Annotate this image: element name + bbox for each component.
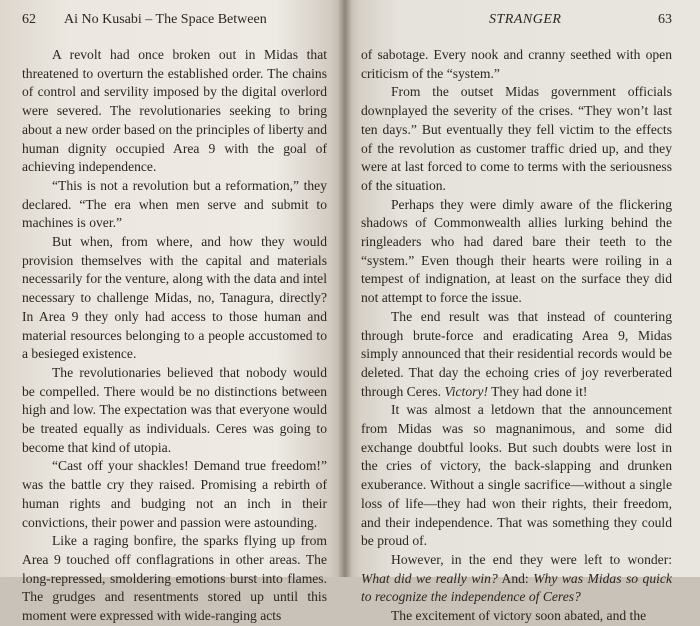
- book-gutter: [338, 0, 352, 577]
- italic-text: What did we really win?: [361, 570, 498, 586]
- paragraph: It was almost a letdown that the announcement from Midas was so magnanimous, and some did exchange doubtful looks. But such doubts were lost in the cries of victory, the back-slapping and drunken exuberance. Without a single sacrifice—without a single loss of life—they had won their rights, their freedom, and their independence. That was something they could be proud of.: [361, 402, 672, 549]
- italic-text: Why was Midas so quick to recognize the independence of Ceres?: [361, 570, 672, 605]
- paragraph: But when, from where, and how they would provision themselves with the capital and materials necessarily for the venture, along with the data and intel necessary to challenge Midas, no, Tanagura, directly? In Area 9 they only had access to those human and material resources belonging to a people accustomed to a besieged existence.: [22, 234, 327, 362]
- paragraph: Perhaps they were dimly aware of the flickering shadows of Commonwealth allies lurking behind the ringleaders who had dared bare their teeth to the “system.” Even though their hearts were roiling in a tempest of indignation, at least on the surface they did not attempt to force the issue.: [361, 196, 672, 306]
- paragraph-continuation: of sabotage. Every nook and cranny seethed with open criticism of the “system.”: [361, 47, 672, 81]
- paragraph: The excitement of victory soon abated, and the: [391, 608, 647, 624]
- right-page-body: [361, 46, 672, 626]
- text-span: And:: [497, 570, 534, 586]
- page-number: 62: [22, 12, 36, 27]
- italic-text: Victory!: [444, 383, 488, 399]
- page-number: 63: [658, 12, 672, 27]
- paragraph: [361, 308, 672, 402]
- running-header: STRANGER: [489, 12, 562, 27]
- right-page: [345, 0, 700, 624]
- paragraph: [361, 551, 672, 607]
- paragraph: The revolutionaries believed that nobody would be compelled. There would be no distinctions between high and low. The expectation was that everyone would be treated equally as individuals. Ceres was going to become that kind of utopia.: [22, 364, 327, 455]
- paragraph: A revolt had once broken out in Midas that threatened to overturn the established order. The chains of control and servility imposed by the digital overlord were severed. The revolutionaries seeking to bring about a new order based on the principles of liberty and human dignity occupied Area 9 with the goal of achieving independence.: [22, 47, 327, 175]
- paragraph: “Cast off your shackles! Demand true freedom!” was the battle cry they raised. Promising a rebirth of human rights and budging not an inch in their convictions, their power and passion were astounding.: [22, 458, 327, 530]
- right-page-header: [361, 12, 672, 34]
- text-span: However, in the end they were left to wonder:: [391, 551, 672, 567]
- left-page: [0, 0, 345, 624]
- text-span: The end result was that instead of countering through brute-force and eradicating Area 9, Midas simply announced that their residential records would be deleted. That day the echoing cries of joy reverberated through Ceres.: [361, 308, 672, 399]
- text-span: They had done it!: [487, 383, 588, 399]
- left-page-body: [22, 46, 327, 626]
- paragraph: Like a raging bonfire, the sparks flying up from Area 9 touched off conflagrations in other areas. The long-repressed, smoldering emotions burst into flames. The grudges and resentments stored up until this moment were expressed with wide-ranging acts: [22, 533, 327, 624]
- running-header: Ai No Kusabi – The Space Between: [64, 12, 267, 27]
- paragraph: “This is not a revolution but a reformation,” they declared. “The era when men serve and submit to machines is over.”: [22, 177, 327, 231]
- paragraph: From the outset Midas government officials downplayed the severity of the crises. “They won’t last ten days.” But eventually they fell victim to the effects of the revolution as customer traffic dried up, and they were at last forced to come to terms with the seriousness of the situation.: [361, 84, 672, 193]
- left-page-header: [22, 12, 327, 34]
